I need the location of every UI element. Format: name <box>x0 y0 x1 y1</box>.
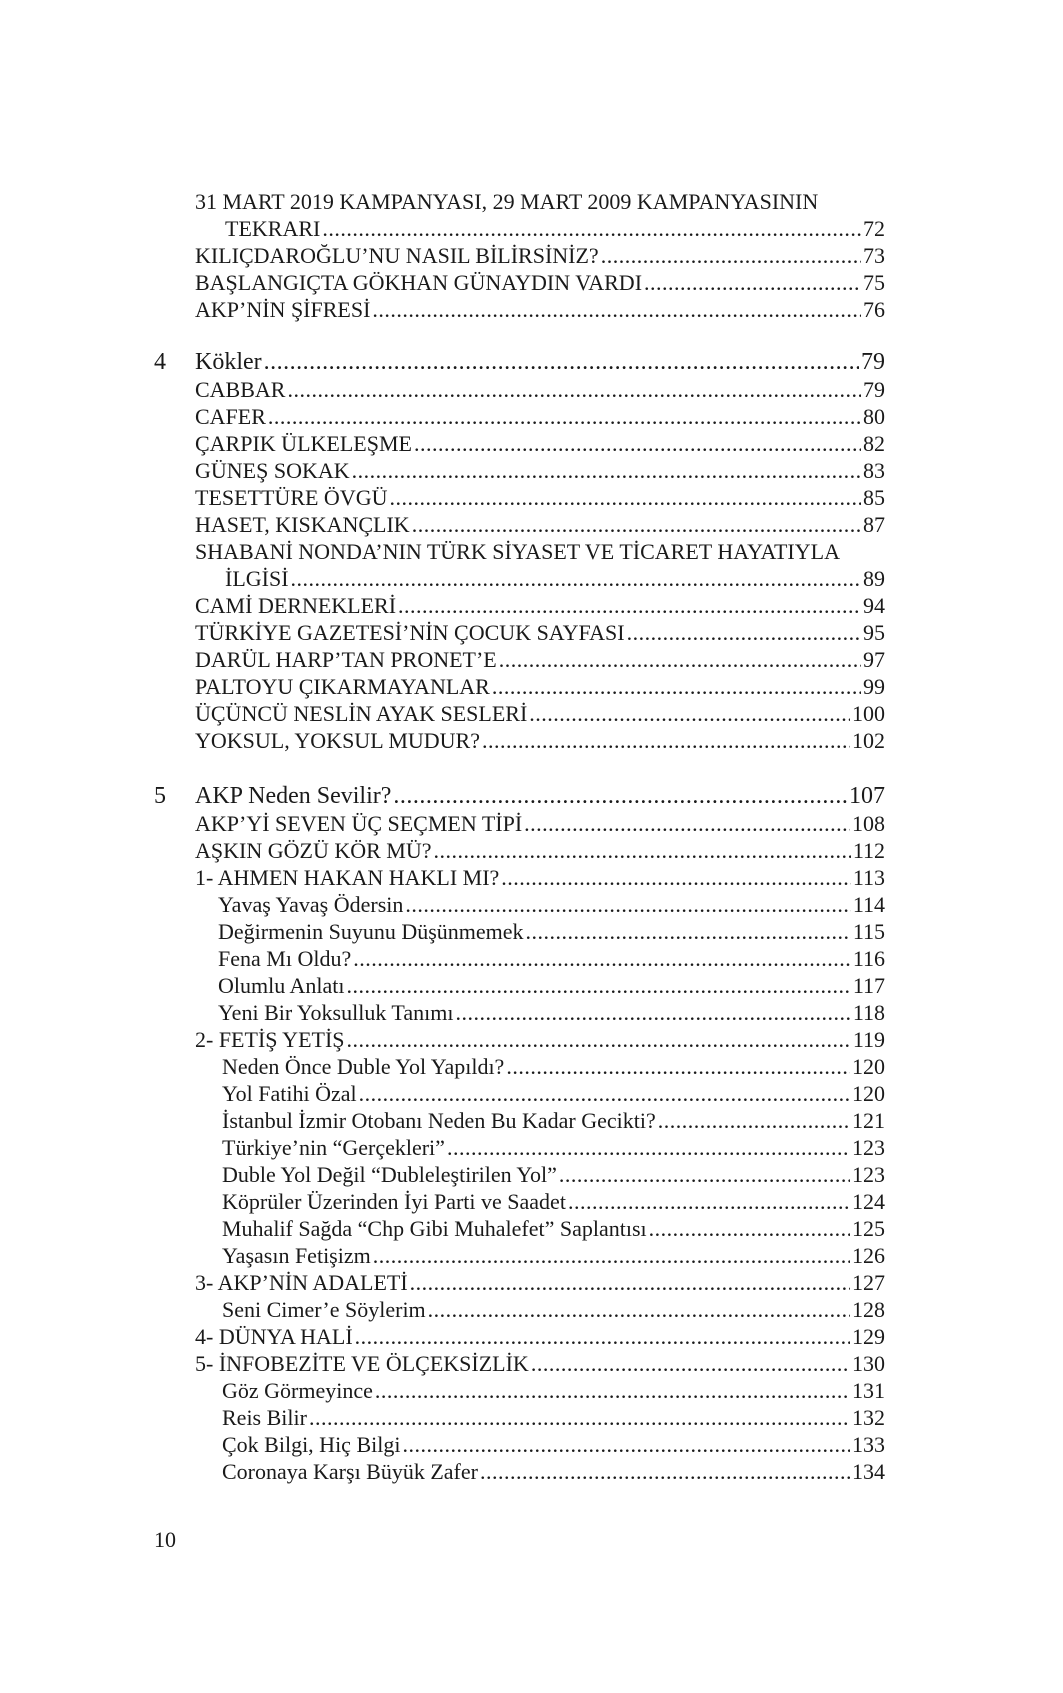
dot-leader <box>524 810 850 837</box>
dot-leader <box>352 457 861 484</box>
dot-leader <box>309 1404 850 1431</box>
toc-entry-title: Coronaya Karşı Büyük Zafer <box>222 1459 478 1484</box>
dot-leader <box>428 1296 850 1323</box>
toc-entry[interactable] <box>195 242 885 269</box>
toc-entry-title: AKP’Yİ SEVEN ÜÇ SEÇMEN TİPİ <box>195 811 523 836</box>
toc-subentry[interactable] <box>222 1404 885 1431</box>
dot-leader <box>482 727 850 754</box>
toc-entry-title: TESETTÜRE ÖVGÜ <box>195 485 388 510</box>
toc-entry-page: 125 <box>852 1216 885 1241</box>
toc-subentry[interactable] <box>222 1053 885 1080</box>
toc-entry-title: İLGİSİ <box>225 566 289 591</box>
toc-subentry[interactable] <box>222 1296 885 1323</box>
toc-subentry[interactable] <box>218 999 885 1026</box>
chapter-heading[interactable] <box>195 349 885 376</box>
toc-entry-page: 131 <box>852 1378 885 1403</box>
dot-leader <box>353 945 851 972</box>
toc-entry[interactable] <box>195 1350 885 1377</box>
dot-leader <box>414 430 861 457</box>
toc-entry-title: KILIÇDAROĞLU’NU NASIL BİLİRSİNİZ? <box>195 243 599 268</box>
toc-entry-title: Yavaş Yavaş Ödersin <box>218 892 404 917</box>
toc-entry-title: Yaşasın Fetişizm <box>222 1243 371 1268</box>
toc-entry-line: 31 MART 2019 KAMPANYASI, 29 MART 2009 KAMPANYASININ <box>195 189 819 214</box>
toc-entry-page: 115 <box>852 919 885 944</box>
dot-leader <box>506 1053 850 1080</box>
toc-entry-page: 83 <box>863 458 885 483</box>
dot-leader <box>405 891 850 918</box>
dot-leader <box>649 1215 850 1242</box>
dot-leader <box>355 1323 850 1350</box>
chapter-page: 107 <box>849 783 885 809</box>
toc-entry-title: ÜÇÜNCÜ NESLİN AYAK SESLERİ <box>195 701 528 726</box>
toc-entry[interactable] <box>195 403 885 430</box>
toc-entry-page: 97 <box>863 647 885 672</box>
dot-leader <box>559 1161 850 1188</box>
toc-entry-page: 123 <box>852 1162 885 1187</box>
dot-leader <box>398 592 861 619</box>
dot-leader <box>375 1377 850 1404</box>
toc-entry[interactable] <box>195 430 885 457</box>
dot-leader <box>531 1350 850 1377</box>
dot-leader <box>529 700 850 727</box>
toc-entry-title: ÇARPIK ÜLKELEŞME <box>195 431 412 456</box>
toc-entry-title: CABBAR <box>195 377 286 402</box>
toc-entry-page: 133 <box>852 1432 885 1457</box>
toc-entry-page: 94 <box>863 593 885 618</box>
toc-entry-title: 5- İNFOBEZİTE VE ÖLÇEKSİZLİK <box>195 1351 529 1376</box>
toc-entry-page: 112 <box>852 838 885 863</box>
dot-leader <box>347 972 851 999</box>
dot-leader <box>322 215 861 242</box>
dot-leader <box>347 1026 851 1053</box>
toc-entry-title: Olumlu Anlatı <box>218 973 345 998</box>
toc-entry-page: 87 <box>863 512 885 537</box>
toc-entry-page: 85 <box>863 485 885 510</box>
toc-entry-page: 116 <box>852 946 885 971</box>
toc-entry-page: 76 <box>863 297 885 322</box>
toc-entry-title: TEKRARI <box>225 216 321 241</box>
toc-entry[interactable] <box>195 457 885 484</box>
toc-entry-title: HASET, KISKANÇLIK <box>195 512 410 537</box>
dot-leader <box>627 619 861 646</box>
toc-entry[interactable] <box>195 592 885 619</box>
toc-entry[interactable] <box>195 1323 885 1350</box>
toc-entry-page: 79 <box>863 377 885 402</box>
toc-entry-page: 99 <box>863 674 885 699</box>
toc-entry[interactable] <box>195 727 885 754</box>
toc-entry-page: 89 <box>863 566 885 591</box>
toc-entry-title: 2- FETİŞ YETİŞ <box>195 1027 345 1052</box>
dot-leader <box>264 349 859 376</box>
toc-entry-title: Yol Fatihi Özal <box>222 1081 357 1106</box>
toc-entry[interactable] <box>195 511 885 538</box>
toc-entry[interactable] <box>195 1269 885 1296</box>
toc-entry-page: 75 <box>863 270 885 295</box>
toc-entry-title: BAŞLANGIÇTA GÖKHAN GÜNAYDIN VARDI <box>195 270 643 295</box>
toc-entry-title: CAFER <box>195 404 266 429</box>
toc-entry-page: 132 <box>852 1405 885 1430</box>
dot-leader <box>393 783 847 810</box>
toc-entry-page: 102 <box>852 728 885 753</box>
toc-entry[interactable] <box>195 864 885 891</box>
toc-entry[interactable] <box>225 565 885 592</box>
dot-leader <box>268 403 861 430</box>
dot-leader <box>480 1458 850 1485</box>
toc-subentry[interactable] <box>222 1107 885 1134</box>
toc-entry-title: 3- AKP’NİN ADALETİ <box>195 1270 408 1295</box>
toc-entry-title: CAMİ DERNEKLERİ <box>195 593 397 618</box>
toc-entry-page: 120 <box>852 1081 885 1106</box>
toc-entry[interactable] <box>195 484 885 511</box>
toc-subentry[interactable] <box>218 891 885 918</box>
toc-entry-page: 121 <box>852 1108 885 1133</box>
toc-subentry[interactable] <box>222 1215 885 1242</box>
toc-entry-title: AŞKIN GÖZÜ KÖR MÜ? <box>195 838 432 863</box>
dot-leader <box>601 242 861 269</box>
toc-entry-page: 120 <box>852 1054 885 1079</box>
toc-entry-page: 129 <box>852 1324 885 1349</box>
toc-subentry[interactable] <box>218 918 885 945</box>
toc-entry-page: 126 <box>852 1243 885 1268</box>
chapter-title: AKP Neden Sevilir? <box>195 783 392 809</box>
dot-leader <box>402 1431 850 1458</box>
chapter-page: 79 <box>861 349 885 375</box>
toc-entry[interactable] <box>195 810 885 837</box>
toc-entry[interactable] <box>195 837 885 864</box>
toc-subentry[interactable] <box>218 972 885 999</box>
toc-entry-page: 128 <box>852 1297 885 1322</box>
toc-entry-title: TÜRKİYE GAZETESİ’NİN ÇOCUK SAYFASI <box>195 620 625 645</box>
toc-entry-title: Seni Cimer’e Söylerim <box>222 1297 426 1322</box>
toc-entry[interactable] <box>195 646 885 673</box>
toc-entry-page: 80 <box>863 404 885 429</box>
dot-leader <box>434 837 851 864</box>
toc-subentry[interactable] <box>222 1431 885 1458</box>
toc-entry-page: 100 <box>852 701 885 726</box>
toc-entry-title: YOKSUL, YOKSUL MUDUR? <box>195 728 480 753</box>
toc-entry-page: 119 <box>852 1027 885 1052</box>
dot-leader <box>447 1134 850 1161</box>
page-number: 10 <box>154 1527 176 1552</box>
dot-leader <box>372 296 861 323</box>
dot-leader <box>499 646 861 673</box>
toc-entry-page: 124 <box>852 1189 885 1214</box>
toc-entry-title: 4- DÜNYA HALİ <box>195 1324 353 1349</box>
toc-subentry[interactable] <box>222 1242 885 1269</box>
toc-entry-page: 118 <box>852 1000 885 1025</box>
dot-leader <box>501 864 851 891</box>
toc-entry-title: Göz Görmeyince <box>222 1378 373 1403</box>
toc-entry[interactable] <box>195 376 885 403</box>
dot-leader <box>568 1188 850 1215</box>
toc-subentry[interactable] <box>222 1080 885 1107</box>
dot-leader <box>373 1242 850 1269</box>
toc-entry[interactable] <box>195 700 885 727</box>
chapter-number: 5 <box>154 783 166 809</box>
toc-entry-title: Fena Mı Oldu? <box>218 946 352 971</box>
dot-leader <box>644 269 861 296</box>
dot-leader <box>410 1269 850 1296</box>
toc-subentry[interactable] <box>222 1161 885 1188</box>
toc-entry-title: Reis Bilir <box>222 1405 307 1430</box>
toc-entry-page: 73 <box>863 243 885 268</box>
toc-subentry[interactable] <box>222 1188 885 1215</box>
toc-entry-title: Yeni Bir Yoksulluk Tanımı <box>218 1000 454 1025</box>
dot-leader <box>412 511 861 538</box>
toc-entry-title: AKP’NİN ŞİFRESİ <box>195 297 371 322</box>
toc-entry-title: Köprüler Üzerinden İyi Parti ve Saadet <box>222 1189 566 1214</box>
toc-entry[interactable] <box>225 215 885 242</box>
toc-entry-title: Neden Önce Duble Yol Yapıldı? <box>222 1054 505 1079</box>
toc-entry-line: SHABANİ NONDA’NIN TÜRK SİYASET VE TİCARET HAYATIYLA <box>195 539 840 564</box>
dot-leader <box>455 999 850 1026</box>
toc-entry-page: 127 <box>852 1270 885 1295</box>
toc-subentry[interactable] <box>218 945 885 972</box>
toc-entry-page: 130 <box>852 1351 885 1376</box>
dot-leader <box>291 565 861 592</box>
toc-entry[interactable] <box>195 1026 885 1053</box>
toc-entry-title: 1- AHMEN HAKAN HAKLI MI? <box>195 865 500 890</box>
toc-subentry[interactable] <box>222 1458 885 1485</box>
toc-subentry[interactable] <box>222 1377 885 1404</box>
toc-entry-page: 72 <box>863 216 885 241</box>
toc-entry-page: 108 <box>852 811 885 836</box>
toc-entry-title: DARÜL HARP’TAN PRONET’E <box>195 647 497 672</box>
toc-subentry[interactable] <box>222 1134 885 1161</box>
toc-entry[interactable] <box>195 673 885 700</box>
chapter-heading[interactable] <box>195 783 885 810</box>
toc-entry-page: 82 <box>863 431 885 456</box>
toc-entry-title: GÜNEŞ SOKAK <box>195 458 350 483</box>
toc-entry-title: İstanbul İzmir Otobanı Neden Bu Kadar Gecikti? <box>222 1108 656 1133</box>
toc-entry[interactable] <box>195 619 885 646</box>
toc-entry-page: 114 <box>852 892 885 917</box>
dot-leader <box>389 484 861 511</box>
toc-entry[interactable] <box>195 296 885 323</box>
dot-leader <box>526 918 851 945</box>
toc-entry-title: Türkiye’nin “Gerçekleri” <box>222 1135 445 1160</box>
toc-entry-page: 123 <box>852 1135 885 1160</box>
dot-leader <box>492 673 861 700</box>
dot-leader <box>359 1080 850 1107</box>
toc-entry-page: 134 <box>852 1459 885 1484</box>
toc-entry-title: PALTOYU ÇIKARMAYANLAR <box>195 674 490 699</box>
toc-entry[interactable] <box>195 269 885 296</box>
toc-entry-page: 113 <box>852 865 885 890</box>
toc-entry-title: Çok Bilgi, Hiç Bilgi <box>222 1432 401 1457</box>
dot-leader <box>658 1107 850 1134</box>
chapter-title: Kökler <box>195 349 262 375</box>
chapter-number: 4 <box>154 349 166 375</box>
toc-entry-title: Değirmenin Suyunu Düşünmemek <box>218 919 524 944</box>
toc-entry-title: Muhalif Sağda “Chp Gibi Muhalefet” Saplantısı <box>222 1216 647 1241</box>
toc-entry-title: Duble Yol Değil “Dubleleştirilen Yol” <box>222 1162 557 1187</box>
toc-entry-page: 117 <box>852 973 885 998</box>
toc-entry-page: 95 <box>863 620 885 645</box>
dot-leader <box>287 376 861 403</box>
